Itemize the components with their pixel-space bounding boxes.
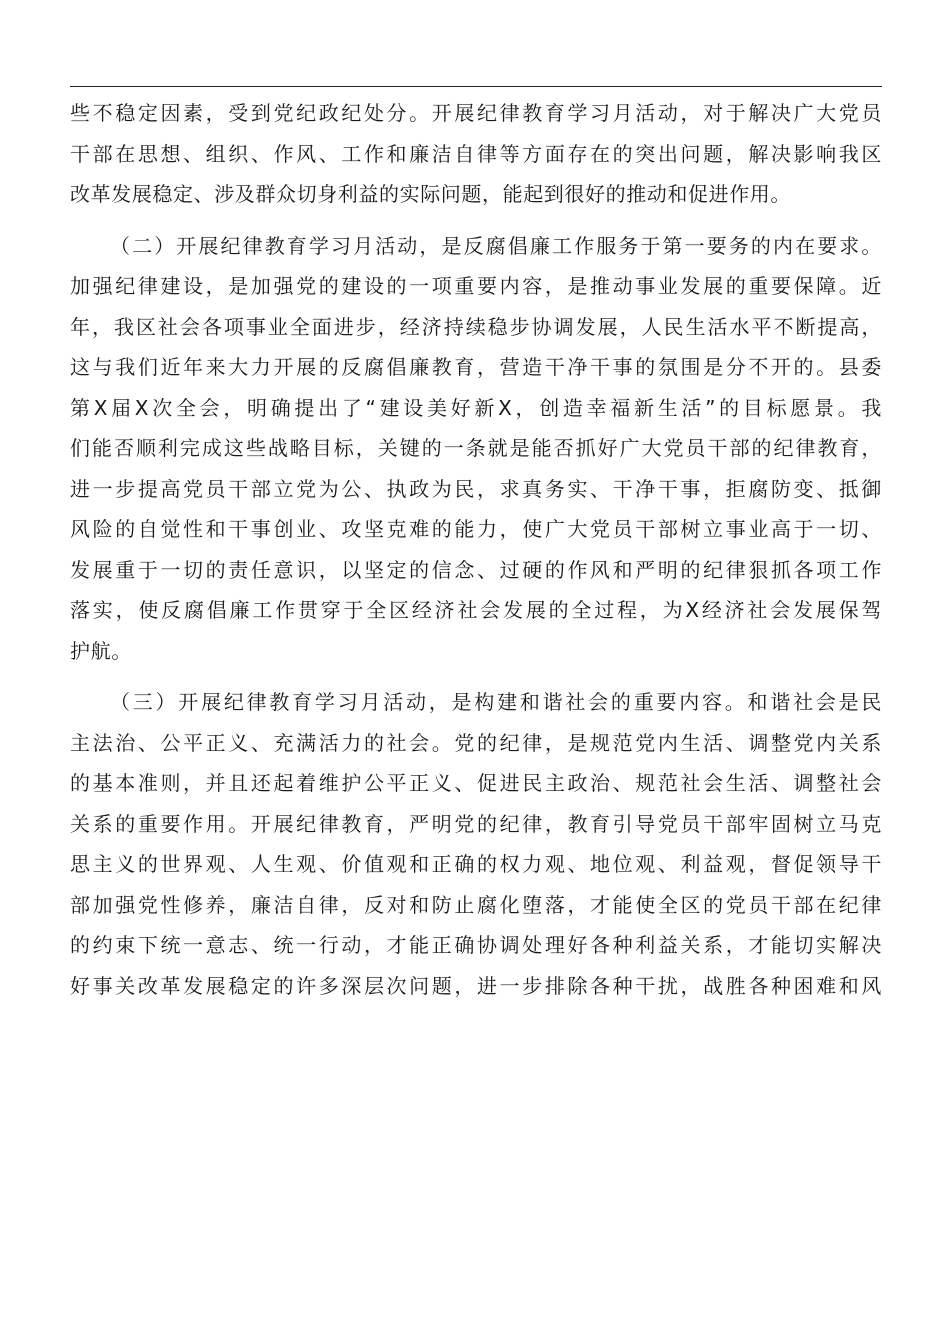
text-line: 部加强党性修养，廉洁自律，反对和防止腐化堕落，才能使全区的党员干部在纪律: [70, 892, 882, 917]
text-line: （三）开展纪律教育学习月活动，是构建和谐社会的重要内容。和谐社会是民: [110, 690, 882, 714]
text-line: 加强纪律建设，是加强党的建设的一项重要内容，是推动事业发展的重要保障。近: [70, 274, 882, 298]
text-line: 年，我区社会各项事业全面进步，经济持续稳步协调发展，人民生活水平不断提高，: [70, 314, 882, 339]
text-line: 些不稳定因素，受到党纪政纪处分。开展纪律教育学习月活动，对于解决广大党员: [70, 101, 882, 125]
text-line: 第X届X次全会，明确提出了“建设美好新X，创造幸福新生活”的目标愿景。我: [70, 395, 882, 420]
text-line: 主法治、公平正义、充满活力的社会。党的纪律，是规范党内生活、调整党内关系: [70, 730, 882, 755]
text-line: 风险的自觉性和干事创业、攻坚克难的能力，使广大党员干部树立事业高于一切、: [70, 517, 882, 541]
text-line: 护航。: [70, 638, 132, 663]
paragraph-3: [70, 682, 890, 1006]
text-line: 发展重于一切的责任意识，以坚定的信念、过硬的作风和严明的纪律狠抓各项工作: [70, 557, 882, 582]
text-line: 干部在思想、组织、作风、工作和廉洁自律等方面存在的突出问题，解决影响我区: [70, 141, 882, 166]
text-line: 这与我们近年来大力开展的反腐倡廉教育，营造干净干事的氛围是分不开的。县委: [70, 355, 882, 379]
text-line: 落实，使反腐倡廉工作贯穿于全区经济社会发展的全过程，为X经济社会发展保驾: [70, 598, 882, 622]
text-line: 好事关改革发展稳定的许多深层次问题，进一步排除各种干扰，战胜各种困难和风: [70, 973, 882, 998]
paragraph-1: [70, 93, 890, 215]
text-line: 进一步提高党员干部立党为公、执政为民，求真务实、干净干事，拒腐防变、抵御: [70, 476, 882, 501]
text-line: 的基本准则，并且还起着维护公平正义、促进民主政治、规范社会生活、调整社会: [70, 771, 882, 795]
body-text: [70, 93, 890, 1006]
text-line: 思主义的世界观、人生观、价值观和正确的权力观、地位观、利益观，督促领导干: [70, 852, 882, 876]
header-rule: [70, 86, 882, 87]
paragraph-2: [70, 226, 890, 672]
text-line: 们能否顺利完成这些战略目标，关键的一条就是能否抓好广大党员干部的纪律教育，: [70, 436, 882, 460]
text-line: 的约束下统一意志、统一行动，才能正确协调处理好各种利益关系，才能切实解决: [70, 933, 882, 957]
text-line: 关系的重要作用。开展纪律教育，严明党的纪律，教育引导党员干部牢固树立马克: [70, 811, 882, 836]
text-line: 改革发展稳定、涉及群众切身利益的实际问题，能起到很好的推动和促进作用。: [70, 182, 791, 206]
text-line: （二）开展纪律教育学习月活动，是反腐倡廉工作服务于第一要务的内在要求。: [110, 233, 882, 258]
